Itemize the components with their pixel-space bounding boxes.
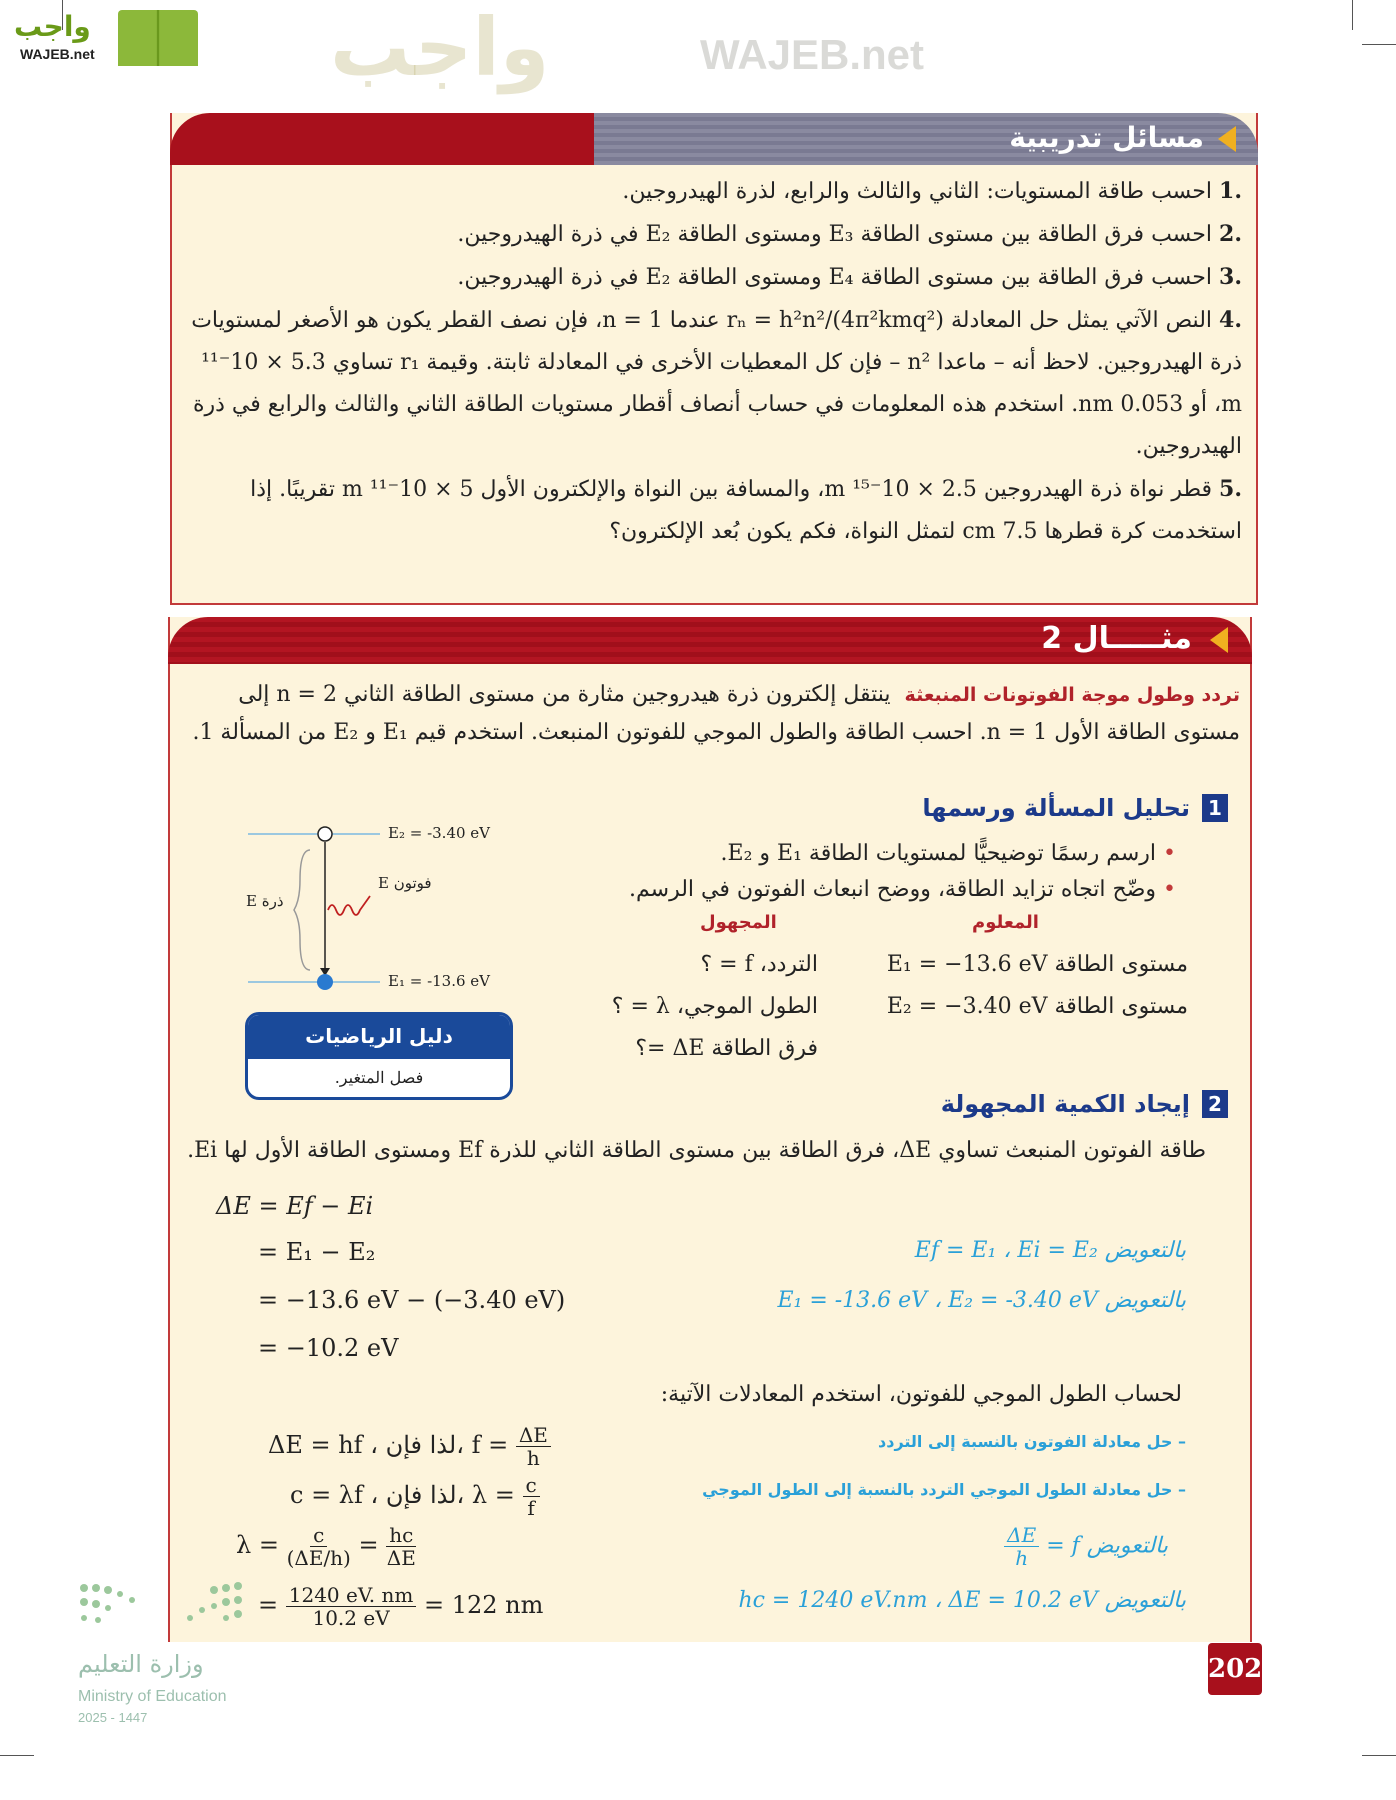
practice-item: .5 قطر نواة ذرة الهيدروجين 2.5 × 10⁻¹⁵ m، والمسافة بين النواة والإلكترون الأول 5 × 10⁻¹¹ m تقريبًا. إذا استخدمت كرة قطرها 7.5 cm لتمثل النواة، فكم يكون بُعد الإلكترون؟ — [250, 476, 1242, 544]
ministry-year: 2025 - 1447 — [78, 1710, 148, 1725]
equation: = −10.2 eV — [258, 1334, 399, 1362]
unknown-item: فرق الطاقة ΔE =؟ — [635, 1036, 818, 1061]
triangle-icon — [1218, 126, 1236, 152]
substitution-note: بالتعويض E₁ = -13.6 eV ، E₂ = -3.40 eV — [777, 1288, 1186, 1313]
logo-arabic: واجب — [14, 10, 91, 43]
equation: λ = $\frac{c}{(\Delta E/h)}$ = $\frac{hc}{\Delta E}$ — [236, 1523, 416, 1570]
photon-energy-label: E فوتون — [378, 874, 432, 892]
method-note: – حل معادلة الفوتون بالنسبة إلى التردد — [878, 1432, 1186, 1451]
e2-label: E₂ = -3.40 eV — [388, 824, 491, 842]
equation: = $\frac{1240 eV. nm}{10.2 eV}$ = 122 nm — [258, 1583, 544, 1630]
math-guide-body: فصل المتغير. — [334, 1068, 424, 1087]
known-item: مستوى الطاقة E₂ = −3.40 eV — [886, 994, 1188, 1019]
watermark: واجب — [330, 1, 550, 94]
section-2-header: 2 إيجاد الكمية المجهولة — [941, 1090, 1228, 1118]
electron-icon — [317, 974, 333, 990]
practice-item: .4 النص الآتي يمثل حل المعادلة rₙ = h²n²/(4π²kmq²) عندما n = 1، فإن نصف القطر يكون هو الأصغر لمستويات ذرة الهيدروجين. لاحظ أنه – ماعدا n² – فإن كل المعطيات الأخرى في المعادلة ثابتة. وقيمة r₁ تساوي 5.3 × 10⁻¹¹ m، أو 0.053 nm. استخدم هذه المعلومات في حساب أنصاف أقطار مستويات الطاقة الثاني والثالث والرابع في ذرة الهيدروجين. — [191, 307, 1242, 459]
example-intro: تردد وطول موجة الفوتونات المنبعثة ينتقل إلكترون ذرة هيدروجين مثارة من مستوى الطاقة الثاني n = 2 إلى مستوى الطاقة الأول n = 1. احسب الطاقة والطول الموجي للفوتون المنبعث. استخدم قيم E₁ و E₂ من المسألة 1. — [192, 682, 1240, 745]
page-number: 202 — [1208, 1643, 1262, 1695]
practice-item: .1 احسب طاقة المستويات: الثاني والثالث والرابع، لذرة الهيدروجين. — [622, 178, 1242, 204]
empty-orbit-icon — [318, 827, 332, 841]
book-icon — [118, 10, 198, 66]
math-guide-box — [245, 1012, 513, 1100]
atom-energy-label: E ذرة — [246, 892, 284, 910]
practice-title: مسائل تدريبية — [1009, 121, 1204, 154]
unknown-list — [598, 944, 818, 1070]
unknown-heading: المجهول — [700, 912, 777, 933]
substitution-note: بالتعويض hc = 1240 eV.nm ، ΔE = 10.2 eV — [738, 1588, 1186, 1613]
logo-latin: WAJEB.net — [20, 46, 95, 62]
example-title: مثـــــال 2 — [1041, 621, 1192, 656]
e1-label: E₁ = -13.6 eV — [388, 972, 491, 990]
ministry-english: Ministry of Education — [78, 1688, 227, 1705]
ministry-logo-dots — [78, 1580, 248, 1640]
practice-item: .3 احسب فرق الطاقة بين مستوى الطاقة E₄ ومستوى الطاقة E₂ في ذرة الهيدروجين. — [457, 264, 1242, 290]
section-1-header: 1 تحليل المسألة ورسمها — [922, 794, 1228, 822]
bullet: • وضّح اتجاه تزايد الطاقة، ووضح انبعاث الفوتون في الرسم. — [629, 877, 1176, 902]
known-item: مستوى الطاقة E₁ = −13.6 eV — [886, 952, 1188, 977]
practice-items — [186, 170, 1242, 553]
unknown-item: التردد، f = ؟ — [700, 952, 818, 977]
known-list — [828, 944, 1188, 1028]
brace-icon — [294, 850, 310, 970]
equation: ΔE = Ef − Ei — [216, 1192, 374, 1220]
wajeb-logo — [10, 6, 190, 66]
known-heading: المعلوم — [972, 912, 1039, 933]
substitution-note: بالتعويض Ef = E₁ ، Ei = E₂ — [914, 1238, 1186, 1263]
equation: = E₁ − E₂ — [258, 1238, 376, 1266]
equation: c = λf ، لذا فإن، λ = $\frac{c}{f}$ — [290, 1474, 540, 1519]
substitution-note: بالتعويض f = $\frac{\Delta E}{h}$ — [1004, 1524, 1168, 1569]
example-header — [168, 617, 1252, 664]
method-note: – حل معادلة الطول الموجي التردد بالنسبة إلى الطول الموجي — [702, 1480, 1186, 1499]
bullet: • ارسم رسمًا توضيحيًّا لمستويات الطاقة E₁ و E₂. — [720, 841, 1176, 866]
practice-item: .2 احسب فرق الطاقة بين مستوى الطاقة E₃ ومستوى الطاقة E₂ في ذرة الهيدروجين. — [457, 221, 1242, 247]
ministry-arabic: وزارة التعليم — [78, 1650, 204, 1678]
wavelength-paragraph: لحساب الطول الموجي للفوتون، استخدم المعادلات الآتية: — [660, 1382, 1182, 1407]
watermark-latin: WAJEB.net — [700, 31, 925, 78]
equation: = −13.6 eV − (−3.40 eV) — [258, 1286, 566, 1314]
equation: ΔE = hf ، لذا فإن، f = $\frac{\Delta E}{h}$ — [268, 1424, 551, 1469]
photon-wave-icon — [328, 896, 370, 915]
triangle-icon — [1210, 627, 1228, 653]
section-1-bullets — [516, 836, 1176, 908]
practice-header — [170, 113, 1258, 165]
math-guide-title: دليل الرياضيات — [248, 1015, 510, 1059]
unknown-item: الطول الموجي، λ = ؟ — [611, 994, 818, 1019]
section-2-paragraph: طاقة الفوتون المنبعث تساوي ΔE، فرق الطاقة بين مستوى الطاقة الثاني للذرة Ef ومستوى الطاقة الأول لها Ei. — [187, 1138, 1206, 1163]
